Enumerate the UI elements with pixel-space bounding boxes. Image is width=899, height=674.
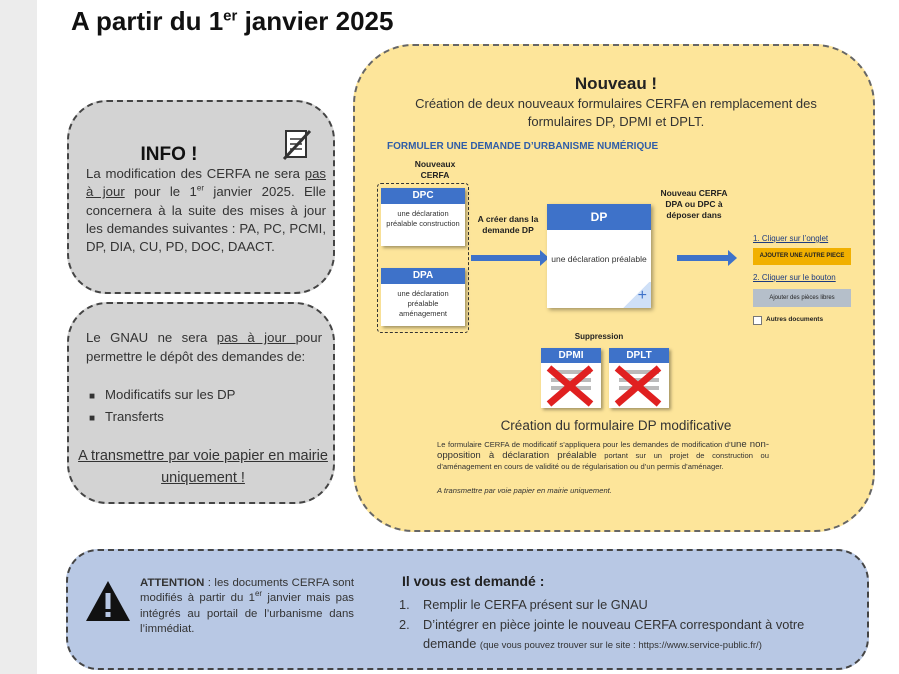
nouveau-subtitle: Création de deux nouveaux formulaires CERFA en remplacement des formulaires DP, DPMI et DPLT. <box>415 96 817 129</box>
step1-label: 1. Cliquer sur l’onglet <box>753 234 829 243</box>
delete-cross-icon <box>609 360 669 408</box>
a-creer-label: A créer dans la demande DP <box>477 214 539 235</box>
gnau-box <box>67 302 335 504</box>
nouveau-box <box>353 44 875 532</box>
ajouter-pieces-libres-button[interactable]: Ajouter des pièces libres <box>753 289 851 307</box>
dpc-card-text: une déclaration préalable construction <box>386 209 460 228</box>
demande-heading: Il vous est demandé : <box>402 573 545 589</box>
dpa-card <box>381 268 465 326</box>
no-document-icon <box>282 128 312 162</box>
modif-transmit-notice: A transmettre par voie papier en mairie uniquement. <box>437 486 612 495</box>
list-item: ■ Modificatifs sur les DP <box>89 387 236 402</box>
list-item: 2. D’intégrer en pièce jointe le nouveau CERFA correspondant à votre demande (que vous pouvez trouver sur le site : https://www.service-public.fr/) <box>399 616 805 651</box>
list-item: 1. Remplir le CERFA présent sur le GNAU <box>399 597 648 612</box>
section-heading: FORMULER UNE DEMANDE D’URBANISME NUMÉRIQUE <box>387 141 659 152</box>
dpa-card-title: DPA <box>381 268 465 284</box>
modif-text: Le formulaire CERFA de modificatif s’appliquera pour les demandes de modification d’une non-opposition à déclaration préalable portant sur un projet de construction ou d’aménagement en cours de validité ou de régularisation ou d’un permis d’aménager. <box>437 439 770 472</box>
dpmi-card-title: DPMI <box>541 348 601 363</box>
delete-cross-icon <box>541 360 601 408</box>
nouveau-title: Nouveau ! <box>574 74 658 93</box>
page-title: A partir du 1er janvier 2025 <box>71 6 394 36</box>
dp-card-title: DP <box>547 204 651 230</box>
gnau-text: Le GNAU ne sera pas à jour pour permettre le dépôt des demandes de: <box>86 330 322 364</box>
list-item: ■ Transferts <box>89 409 164 424</box>
autres-documents-checkbox[interactable] <box>753 316 762 325</box>
dp-card-text: une déclaration préalable <box>551 254 647 264</box>
dpmi-card <box>541 348 601 408</box>
modif-title: Création du formulaire DP modificative <box>500 418 732 433</box>
dplt-card-title: DPLT <box>609 348 669 363</box>
dpc-card <box>381 188 465 246</box>
dpa-card-text: une déclaration préalable aménagement <box>397 289 449 318</box>
attention-box <box>66 549 869 670</box>
nouveau-cerfa-label: Nouveau CERFA DPA ou DPC à déposer dans <box>660 188 728 220</box>
new-cerfa-group <box>377 183 469 333</box>
transmit-notice: A transmettre par voie papier en mairie uniquement ! <box>78 448 328 486</box>
dp-card <box>547 204 651 308</box>
info-text: La modification des CERFA ne sera pas à jour pour le 1er janvier 2025. Elle concernera à la suite des mises à jour les demandes suivantes : PA, PC, PCMI, DP, DIA, CU, PD, DOC, DAACT. <box>86 166 326 255</box>
ajouter-piece-button[interactable]: AJOUTER UNE AUTRE PIECE <box>753 248 851 265</box>
arrow-right-icon <box>471 255 541 261</box>
arrow-right-icon <box>677 255 729 261</box>
gnau-list <box>89 385 235 429</box>
warning-icon <box>84 579 132 623</box>
autres-documents-label: Autres documents <box>766 316 824 323</box>
nouveaux-cerfa-label: Nouveaux CERFA <box>414 159 456 180</box>
page <box>37 0 899 674</box>
demande-list <box>399 595 859 656</box>
info-box <box>67 100 335 294</box>
step2-label: 2. Cliquer sur le bouton <box>753 273 836 282</box>
attention-text: ATTENTION : les documents CERFA sont modifiés à partir du 1er janvier mais pas intégrés au portail de l’urbanisme dans l’immédiat. <box>140 577 354 636</box>
suppression-label: Suppression <box>574 332 624 341</box>
plus-icon: + <box>621 282 651 308</box>
dplt-card <box>609 348 669 408</box>
info-heading: INFO ! <box>140 144 198 165</box>
dpc-card-title: DPC <box>381 188 465 204</box>
